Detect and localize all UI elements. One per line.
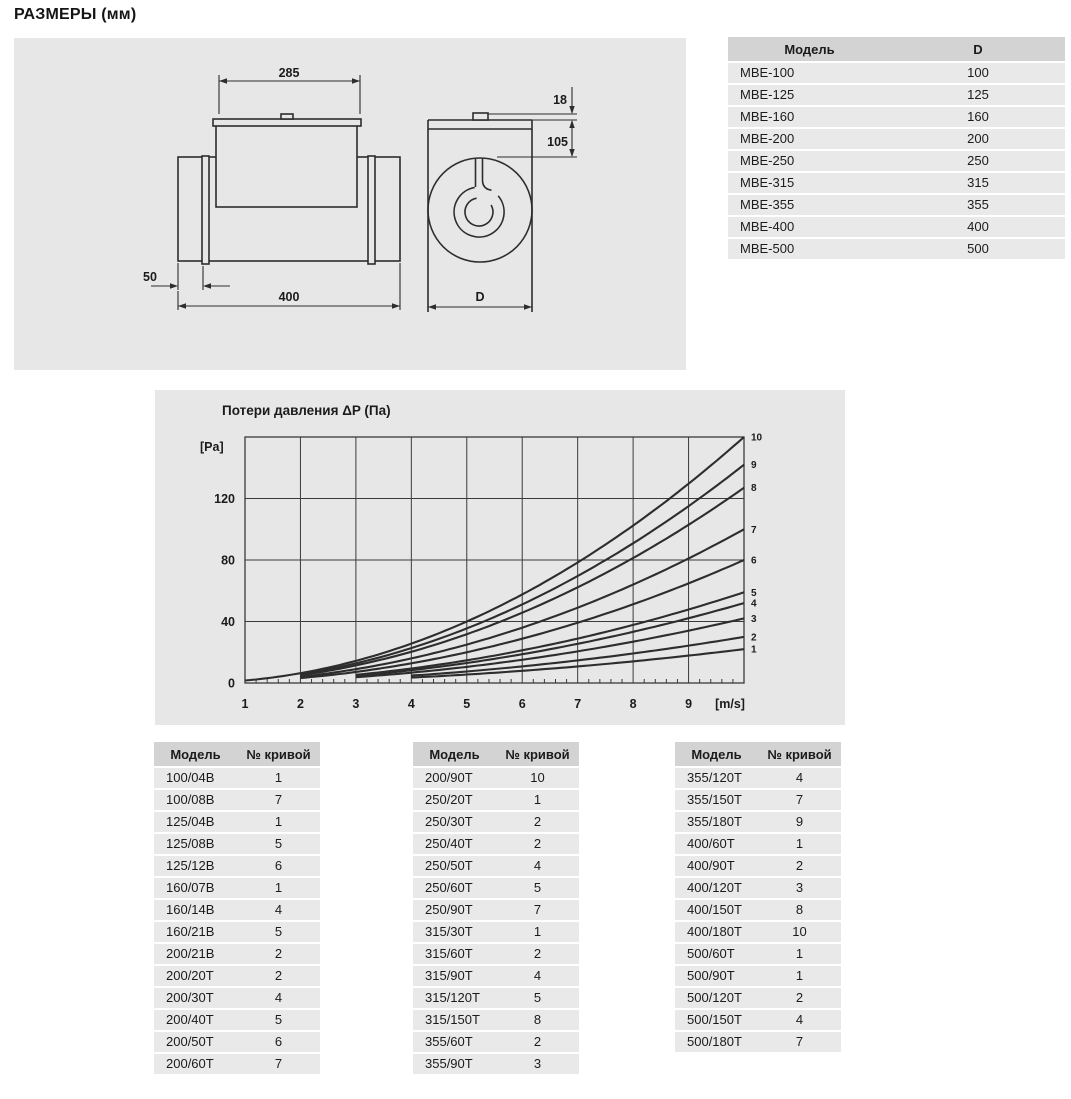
model-cell: 200/30T bbox=[154, 988, 237, 1008]
model-cell: 160/07B bbox=[154, 878, 237, 898]
curve-label-6: 6 bbox=[751, 555, 757, 567]
model-cell: 500/120T bbox=[675, 988, 758, 1008]
x-tick-label: 8 bbox=[629, 697, 637, 711]
duct-circle bbox=[428, 158, 532, 262]
curve-10 bbox=[245, 437, 744, 681]
pressure-loss-chart bbox=[155, 390, 845, 725]
model-cell: МВЕ-125 bbox=[728, 85, 891, 105]
dim-285: 285 bbox=[278, 66, 300, 80]
value-cell: 7 bbox=[758, 1032, 841, 1052]
curve-label-4: 4 bbox=[751, 598, 757, 610]
x-tick-label: 5 bbox=[463, 697, 471, 711]
model-cell: МВЕ-100 bbox=[728, 63, 891, 83]
x-tick-label: 1 bbox=[241, 697, 249, 711]
model-cell: 315/30T bbox=[413, 922, 496, 942]
dimensions-drawing-panel bbox=[14, 38, 686, 370]
model-cell: 160/21B bbox=[154, 922, 237, 942]
table-row bbox=[413, 944, 579, 964]
table-row bbox=[728, 63, 1065, 83]
value-cell: 500 bbox=[891, 239, 1065, 259]
value-cell: 1 bbox=[237, 812, 320, 832]
model-cell: МВЕ-400 bbox=[728, 217, 891, 237]
model-cell: 500/150T bbox=[675, 1010, 758, 1030]
model-cell: 355/150T bbox=[675, 790, 758, 810]
table-row bbox=[675, 834, 841, 854]
value-cell: 1 bbox=[758, 966, 841, 986]
y-tick-label: 40 bbox=[221, 615, 235, 629]
curve-label-7: 7 bbox=[751, 524, 757, 536]
model-cell: 160/14B bbox=[154, 900, 237, 920]
table-row bbox=[675, 856, 841, 876]
table-row bbox=[154, 1010, 320, 1030]
value-cell: 2 bbox=[496, 834, 579, 854]
table-row bbox=[675, 812, 841, 832]
dim-50: 50 bbox=[143, 270, 157, 284]
table-row bbox=[413, 922, 579, 942]
value-cell: 2 bbox=[496, 944, 579, 964]
model-cell: 355/120T bbox=[675, 768, 758, 788]
table-row bbox=[728, 239, 1065, 259]
table-row bbox=[728, 85, 1065, 105]
x-tick-label: 3 bbox=[352, 697, 360, 711]
value-cell: 1 bbox=[758, 944, 841, 964]
x-tick-label: 9 bbox=[685, 697, 693, 711]
value-cell: 10 bbox=[758, 922, 841, 942]
model-cell: 250/50T bbox=[413, 856, 496, 876]
curve-label-2: 2 bbox=[751, 632, 757, 644]
curve-table-header-model: Модель bbox=[675, 742, 758, 766]
value-cell: 7 bbox=[237, 790, 320, 810]
model-cell: МВЕ-315 bbox=[728, 173, 891, 193]
model-cell: 355/180T bbox=[675, 812, 758, 832]
curve-table-3 bbox=[675, 740, 841, 1054]
table-row bbox=[413, 878, 579, 898]
curve-table-header-model: Модель bbox=[413, 742, 496, 766]
table-row bbox=[675, 1032, 841, 1052]
table-row bbox=[728, 107, 1065, 127]
value-cell: 5 bbox=[237, 1010, 320, 1030]
model-cell: 400/90T bbox=[675, 856, 758, 876]
y-tick-label: 0 bbox=[228, 676, 235, 691]
value-cell: 6 bbox=[237, 856, 320, 876]
value-cell: 2 bbox=[496, 1032, 579, 1052]
model-cell: 250/40T bbox=[413, 834, 496, 854]
curve-label-3: 3 bbox=[751, 613, 757, 625]
left-flange bbox=[202, 156, 209, 264]
lid-knob bbox=[281, 114, 293, 119]
value-cell: 10 bbox=[496, 768, 579, 788]
curve-table-header-curve: № кривой bbox=[758, 742, 841, 766]
table-row bbox=[675, 944, 841, 964]
table-row bbox=[413, 900, 579, 920]
model-cell: 100/04B bbox=[154, 768, 237, 788]
terminal-box-lid bbox=[213, 119, 361, 126]
value-cell: 5 bbox=[237, 834, 320, 854]
table-row bbox=[413, 1010, 579, 1030]
value-cell: 2 bbox=[496, 812, 579, 832]
table-row bbox=[675, 878, 841, 898]
model-cell: 125/08B bbox=[154, 834, 237, 854]
table-row bbox=[154, 768, 320, 788]
x-tick-label: 6 bbox=[518, 697, 526, 711]
table-row bbox=[675, 988, 841, 1008]
value-cell: 8 bbox=[496, 1010, 579, 1030]
table-row bbox=[154, 790, 320, 810]
curve-table-header-curve: № кривой bbox=[237, 742, 320, 766]
x-tick-label: 2 bbox=[296, 697, 304, 711]
table-row bbox=[413, 966, 579, 986]
pressure-chart-panel bbox=[155, 390, 845, 725]
table-row bbox=[413, 834, 579, 854]
value-cell: 7 bbox=[496, 900, 579, 920]
value-cell: 6 bbox=[237, 1032, 320, 1052]
model-cell: 400/180T bbox=[675, 922, 758, 942]
right-flange bbox=[368, 156, 375, 264]
value-cell: 355 bbox=[891, 195, 1065, 215]
dim-table-header-d: D bbox=[891, 37, 1065, 61]
model-cell: 315/60T bbox=[413, 944, 496, 964]
model-cell: 500/60T bbox=[675, 944, 758, 964]
model-cell: МВЕ-250 bbox=[728, 151, 891, 171]
terminal-box bbox=[216, 125, 357, 207]
table-row bbox=[675, 790, 841, 810]
model-cell: 400/150T bbox=[675, 900, 758, 920]
table-row bbox=[154, 922, 320, 942]
table-row bbox=[675, 1010, 841, 1030]
dim-400: 400 bbox=[278, 290, 300, 304]
model-cell: 200/60T bbox=[154, 1054, 237, 1074]
table-row bbox=[413, 768, 579, 788]
model-cell: 125/04B bbox=[154, 812, 237, 832]
dim-18: 18 bbox=[553, 93, 567, 107]
curve-label-9: 9 bbox=[751, 460, 757, 472]
heater-element-icon bbox=[454, 158, 504, 237]
x-axis-unit: [m/s] bbox=[715, 697, 745, 711]
value-cell: 1 bbox=[496, 790, 579, 810]
table-row bbox=[154, 944, 320, 964]
value-cell: 7 bbox=[237, 1054, 320, 1074]
value-cell: 2 bbox=[237, 966, 320, 986]
value-cell: 160 bbox=[891, 107, 1065, 127]
table-row bbox=[154, 856, 320, 876]
table-row bbox=[154, 988, 320, 1008]
table-row bbox=[413, 1054, 579, 1074]
value-cell: 250 bbox=[891, 151, 1065, 171]
model-cell: 315/90T bbox=[413, 966, 496, 986]
value-cell: 5 bbox=[496, 878, 579, 898]
value-cell: 2 bbox=[237, 944, 320, 964]
model-cell: 250/60T bbox=[413, 878, 496, 898]
value-cell: 5 bbox=[496, 988, 579, 1008]
curve-table-header-model: Модель bbox=[154, 742, 237, 766]
table-row bbox=[413, 856, 579, 876]
value-cell: 125 bbox=[891, 85, 1065, 105]
table-row bbox=[675, 900, 841, 920]
lid-knob-front bbox=[473, 113, 488, 120]
model-cell: 100/08B bbox=[154, 790, 237, 810]
value-cell: 2 bbox=[758, 856, 841, 876]
chart-title: Потери давления ΔP (Па) bbox=[222, 403, 391, 418]
dimension-drawing bbox=[14, 38, 686, 370]
curve-label-8: 8 bbox=[751, 483, 757, 495]
y-tick-label: 80 bbox=[221, 553, 235, 568]
value-cell: 1 bbox=[758, 834, 841, 854]
model-cell: 400/120T bbox=[675, 878, 758, 898]
dim-d: D bbox=[475, 290, 485, 304]
value-cell: 9 bbox=[758, 812, 841, 832]
value-cell: 3 bbox=[496, 1054, 579, 1074]
side-view bbox=[143, 66, 400, 310]
table-row bbox=[728, 151, 1065, 171]
table-row bbox=[154, 900, 320, 920]
model-cell: 125/12B bbox=[154, 856, 237, 876]
value-cell: 4 bbox=[758, 768, 841, 788]
value-cell: 4 bbox=[496, 966, 579, 986]
model-cell: 250/90T bbox=[413, 900, 496, 920]
table-row bbox=[413, 988, 579, 1008]
table-row bbox=[728, 173, 1065, 193]
table-row bbox=[728, 129, 1065, 149]
curve-label-5: 5 bbox=[751, 587, 757, 599]
table-row bbox=[413, 1032, 579, 1052]
y-tick-label: 120 bbox=[214, 492, 235, 506]
dim-table-header-model: Модель bbox=[728, 37, 891, 61]
table-row bbox=[154, 812, 320, 832]
curve-table-2 bbox=[413, 740, 579, 1076]
dim-105: 105 bbox=[547, 135, 568, 149]
table-row bbox=[728, 217, 1065, 237]
front-view bbox=[428, 87, 577, 312]
model-cell: 250/30T bbox=[413, 812, 496, 832]
table-row bbox=[675, 768, 841, 788]
model-cell: 200/90T bbox=[413, 768, 496, 788]
model-cell: МВЕ-160 bbox=[728, 107, 891, 127]
model-cell: 355/90T bbox=[413, 1054, 496, 1074]
curve-table-header-curve: № кривой bbox=[496, 742, 579, 766]
value-cell: 1 bbox=[496, 922, 579, 942]
table-row bbox=[154, 1054, 320, 1074]
table-row bbox=[154, 966, 320, 986]
value-cell: 1 bbox=[237, 768, 320, 788]
table-row bbox=[728, 195, 1065, 215]
value-cell: 100 bbox=[891, 63, 1065, 83]
model-cell: МВЕ-500 bbox=[728, 239, 891, 259]
model-cell: МВЕ-355 bbox=[728, 195, 891, 215]
model-cell: 200/50T bbox=[154, 1032, 237, 1052]
table-row bbox=[154, 1032, 320, 1052]
table-row bbox=[675, 922, 841, 942]
value-cell: 5 bbox=[237, 922, 320, 942]
value-cell: 3 bbox=[758, 878, 841, 898]
value-cell: 315 bbox=[891, 173, 1065, 193]
value-cell: 4 bbox=[237, 988, 320, 1008]
value-cell: 8 bbox=[758, 900, 841, 920]
model-cell: 400/60T bbox=[675, 834, 758, 854]
table-row bbox=[154, 834, 320, 854]
value-cell: 1 bbox=[237, 878, 320, 898]
curve-4 bbox=[356, 603, 744, 676]
table-row bbox=[154, 878, 320, 898]
model-cell: 315/120T bbox=[413, 988, 496, 1008]
y-axis-unit: [Pa] bbox=[200, 440, 224, 454]
model-cell: 500/180T bbox=[675, 1032, 758, 1052]
model-cell: 200/21B bbox=[154, 944, 237, 964]
curve-label-1: 1 bbox=[751, 644, 757, 656]
value-cell: 2 bbox=[758, 988, 841, 1008]
model-cell: 500/90T bbox=[675, 966, 758, 986]
table-row bbox=[413, 790, 579, 810]
model-cell: 355/60T bbox=[413, 1032, 496, 1052]
value-cell: 7 bbox=[758, 790, 841, 810]
value-cell: 4 bbox=[496, 856, 579, 876]
table-row bbox=[675, 966, 841, 986]
x-tick-label: 4 bbox=[407, 697, 415, 711]
model-cell: 315/150T bbox=[413, 1010, 496, 1030]
value-cell: 4 bbox=[237, 900, 320, 920]
model-cell: 200/20T bbox=[154, 966, 237, 986]
dimension-table bbox=[728, 35, 1065, 261]
curve-label-10: 10 bbox=[751, 432, 763, 444]
value-cell: 4 bbox=[758, 1010, 841, 1030]
value-cell: 200 bbox=[891, 129, 1065, 149]
value-cell: 400 bbox=[891, 217, 1065, 237]
model-cell: 200/40T bbox=[154, 1010, 237, 1030]
table-row bbox=[413, 812, 579, 832]
model-cell: МВЕ-200 bbox=[728, 129, 891, 149]
page-title: РАЗМЕРЫ (мм) bbox=[14, 6, 137, 23]
x-tick-label: 7 bbox=[574, 697, 582, 711]
model-cell: 250/20T bbox=[413, 790, 496, 810]
curve-table-1 bbox=[154, 740, 320, 1076]
